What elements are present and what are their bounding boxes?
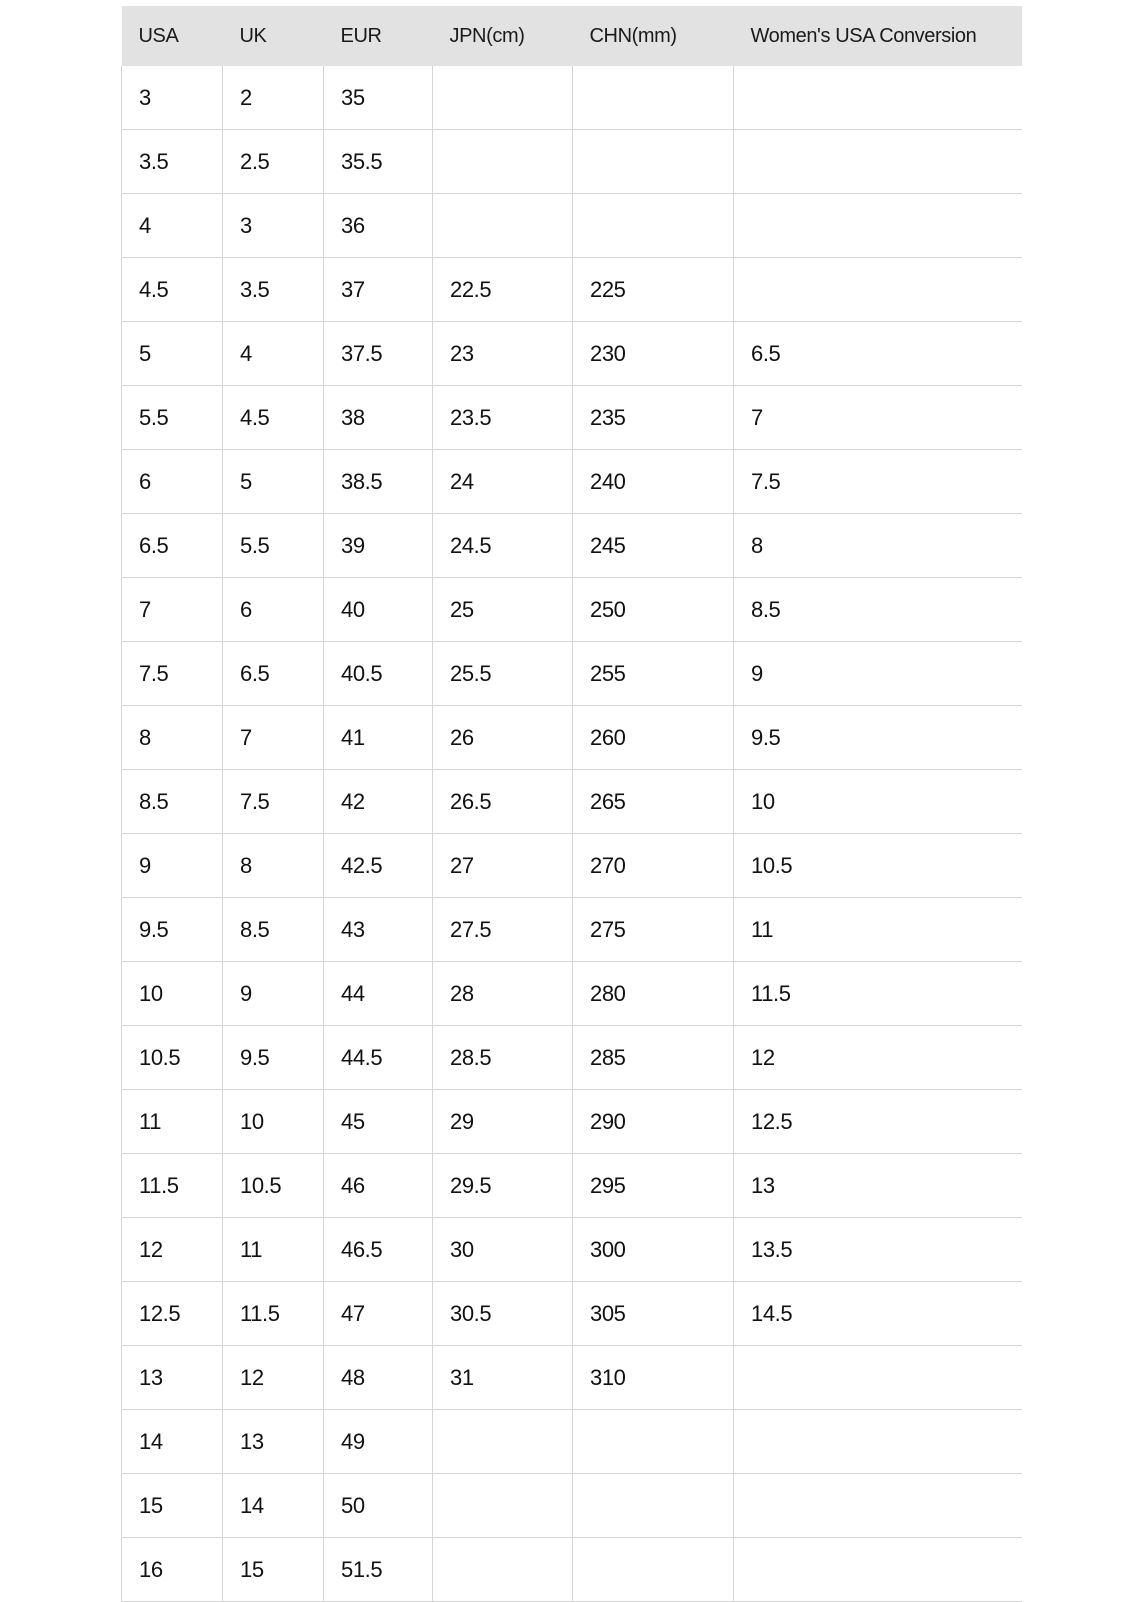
table-row [122, 1538, 1022, 1602]
usa-size-cell: 13 [122, 1346, 223, 1410]
chn-size-cell [573, 1538, 734, 1602]
eur-column-header: EUR [324, 6, 433, 66]
chn-size-cell: 295 [573, 1154, 734, 1218]
usa-size-cell: 9 [122, 834, 223, 898]
size-conversion-table [121, 6, 1022, 1602]
eur-size-cell: 43 [324, 898, 433, 962]
usa-size-cell: 8.5 [122, 770, 223, 834]
jpn-size-cell [433, 66, 573, 130]
usa-size-cell: 11.5 [122, 1154, 223, 1218]
jpn-size-cell: 27.5 [433, 898, 573, 962]
eur-size-cell: 51.5 [324, 1538, 433, 1602]
uk-size-cell: 10.5 [223, 1154, 324, 1218]
usa-size-cell: 16 [122, 1538, 223, 1602]
uk-column-header: UK [223, 6, 324, 66]
eur-size-cell: 45 [324, 1090, 433, 1154]
chn-size-cell: 305 [573, 1282, 734, 1346]
eur-size-cell: 38 [324, 386, 433, 450]
jpn-size-cell: 29 [433, 1090, 573, 1154]
chn-size-cell: 255 [573, 642, 734, 706]
chn-size-cell: 250 [573, 578, 734, 642]
jpn-size-cell [433, 1410, 573, 1474]
usa-size-cell: 4.5 [122, 258, 223, 322]
usa-size-cell: 4 [122, 194, 223, 258]
usa-size-cell: 3.5 [122, 130, 223, 194]
chn-size-cell: 225 [573, 258, 734, 322]
jpn-size-cell: 30 [433, 1218, 573, 1282]
table-row [122, 1090, 1022, 1154]
uk-size-cell: 15 [223, 1538, 324, 1602]
chn-size-cell: 270 [573, 834, 734, 898]
chn-column-header: CHN(mm) [573, 6, 734, 66]
womens-usa-size-cell [734, 1538, 1022, 1602]
womens-usa-size-cell: 9 [734, 642, 1022, 706]
eur-size-cell: 44 [324, 962, 433, 1026]
eur-size-cell: 37.5 [324, 322, 433, 386]
uk-size-cell: 9.5 [223, 1026, 324, 1090]
jpn-size-cell: 31 [433, 1346, 573, 1410]
table-row [122, 514, 1022, 578]
uk-size-cell: 8.5 [223, 898, 324, 962]
chn-size-cell: 300 [573, 1218, 734, 1282]
womens-usa-size-cell: 9.5 [734, 706, 1022, 770]
eur-size-cell: 39 [324, 514, 433, 578]
table-row [122, 1410, 1022, 1474]
table-row [122, 1154, 1022, 1218]
womens-usa-size-cell: 13 [734, 1154, 1022, 1218]
chn-size-cell: 230 [573, 322, 734, 386]
table-row [122, 386, 1022, 450]
womens-usa-size-cell [734, 258, 1022, 322]
usa-size-cell: 14 [122, 1410, 223, 1474]
jpn-size-cell: 22.5 [433, 258, 573, 322]
eur-size-cell: 40.5 [324, 642, 433, 706]
womens-usa-size-cell: 11.5 [734, 962, 1022, 1026]
usa-size-cell: 12 [122, 1218, 223, 1282]
jpn-size-cell: 29.5 [433, 1154, 573, 1218]
uk-size-cell: 10 [223, 1090, 324, 1154]
chn-size-cell [573, 1410, 734, 1474]
chn-size-cell: 290 [573, 1090, 734, 1154]
usa-size-cell: 5.5 [122, 386, 223, 450]
usa-size-cell: 10 [122, 962, 223, 1026]
womens-usa-size-cell: 10.5 [734, 834, 1022, 898]
jpn-column-header: JPN(cm) [433, 6, 573, 66]
table-row [122, 1282, 1022, 1346]
uk-size-cell: 14 [223, 1474, 324, 1538]
chn-size-cell: 240 [573, 450, 734, 514]
table-row [122, 642, 1022, 706]
womens-usa-size-cell: 11 [734, 898, 1022, 962]
chn-size-cell: 285 [573, 1026, 734, 1090]
eur-size-cell: 42.5 [324, 834, 433, 898]
table-row [122, 1218, 1022, 1282]
table-row [122, 66, 1022, 130]
jpn-size-cell [433, 130, 573, 194]
eur-size-cell: 47 [324, 1282, 433, 1346]
uk-size-cell: 12 [223, 1346, 324, 1410]
eur-size-cell: 37 [324, 258, 433, 322]
chn-size-cell [573, 194, 734, 258]
jpn-size-cell: 24 [433, 450, 573, 514]
uk-size-cell: 3 [223, 194, 324, 258]
uk-size-cell: 7.5 [223, 770, 324, 834]
table-row [122, 834, 1022, 898]
jpn-size-cell: 26 [433, 706, 573, 770]
uk-size-cell: 11 [223, 1218, 324, 1282]
usa-size-cell: 12.5 [122, 1282, 223, 1346]
womens-usa-size-cell [734, 194, 1022, 258]
usa-column-header: USA [122, 6, 223, 66]
womens-usa-column-header: Women's USA Conversion [734, 6, 1022, 66]
jpn-size-cell: 24.5 [433, 514, 573, 578]
table-row [122, 706, 1022, 770]
jpn-size-cell [433, 1474, 573, 1538]
chn-size-cell: 265 [573, 770, 734, 834]
jpn-size-cell: 25 [433, 578, 573, 642]
womens-usa-size-cell: 8.5 [734, 578, 1022, 642]
womens-usa-size-cell: 6.5 [734, 322, 1022, 386]
chn-size-cell: 235 [573, 386, 734, 450]
table-row [122, 194, 1022, 258]
jpn-size-cell: 26.5 [433, 770, 573, 834]
uk-size-cell: 13 [223, 1410, 324, 1474]
jpn-size-cell [433, 194, 573, 258]
eur-size-cell: 42 [324, 770, 433, 834]
chn-size-cell [573, 66, 734, 130]
jpn-size-cell [433, 1538, 573, 1602]
eur-size-cell: 40 [324, 578, 433, 642]
womens-usa-size-cell: 7.5 [734, 450, 1022, 514]
table-row [122, 578, 1022, 642]
womens-usa-size-cell: 12 [734, 1026, 1022, 1090]
table-row [122, 130, 1022, 194]
usa-size-cell: 9.5 [122, 898, 223, 962]
usa-size-cell: 5 [122, 322, 223, 386]
womens-usa-size-cell: 8 [734, 514, 1022, 578]
womens-usa-size-cell [734, 130, 1022, 194]
uk-size-cell: 4 [223, 322, 324, 386]
table-row [122, 898, 1022, 962]
jpn-size-cell: 30.5 [433, 1282, 573, 1346]
usa-size-cell: 15 [122, 1474, 223, 1538]
eur-size-cell: 35.5 [324, 130, 433, 194]
uk-size-cell: 2.5 [223, 130, 324, 194]
uk-size-cell: 7 [223, 706, 324, 770]
womens-usa-size-cell: 10 [734, 770, 1022, 834]
uk-size-cell: 6.5 [223, 642, 324, 706]
jpn-size-cell: 27 [433, 834, 573, 898]
table-header-row [122, 6, 1022, 66]
womens-usa-size-cell [734, 1410, 1022, 1474]
usa-size-cell: 6 [122, 450, 223, 514]
usa-size-cell: 11 [122, 1090, 223, 1154]
womens-usa-size-cell [734, 1346, 1022, 1410]
table-body [122, 66, 1022, 1602]
size-chart [121, 6, 1021, 1602]
usa-size-cell: 3 [122, 66, 223, 130]
eur-size-cell: 35 [324, 66, 433, 130]
eur-size-cell: 49 [324, 1410, 433, 1474]
womens-usa-size-cell: 14.5 [734, 1282, 1022, 1346]
jpn-size-cell: 28 [433, 962, 573, 1026]
chn-size-cell: 275 [573, 898, 734, 962]
jpn-size-cell: 23.5 [433, 386, 573, 450]
chn-size-cell [573, 1474, 734, 1538]
eur-size-cell: 36 [324, 194, 433, 258]
uk-size-cell: 5.5 [223, 514, 324, 578]
usa-size-cell: 10.5 [122, 1026, 223, 1090]
eur-size-cell: 48 [324, 1346, 433, 1410]
chn-size-cell: 280 [573, 962, 734, 1026]
eur-size-cell: 46 [324, 1154, 433, 1218]
table-row [122, 770, 1022, 834]
uk-size-cell: 5 [223, 450, 324, 514]
eur-size-cell: 46.5 [324, 1218, 433, 1282]
uk-size-cell: 3.5 [223, 258, 324, 322]
womens-usa-size-cell [734, 66, 1022, 130]
table-row [122, 962, 1022, 1026]
usa-size-cell: 7 [122, 578, 223, 642]
eur-size-cell: 50 [324, 1474, 433, 1538]
eur-size-cell: 38.5 [324, 450, 433, 514]
table-row [122, 258, 1022, 322]
chn-size-cell: 245 [573, 514, 734, 578]
jpn-size-cell: 23 [433, 322, 573, 386]
uk-size-cell: 11.5 [223, 1282, 324, 1346]
uk-size-cell: 6 [223, 578, 324, 642]
chn-size-cell: 260 [573, 706, 734, 770]
uk-size-cell: 2 [223, 66, 324, 130]
usa-size-cell: 6.5 [122, 514, 223, 578]
jpn-size-cell: 28.5 [433, 1026, 573, 1090]
womens-usa-size-cell: 13.5 [734, 1218, 1022, 1282]
table-row [122, 1026, 1022, 1090]
table-row [122, 450, 1022, 514]
eur-size-cell: 44.5 [324, 1026, 433, 1090]
uk-size-cell: 9 [223, 962, 324, 1026]
table-row [122, 1346, 1022, 1410]
chn-size-cell [573, 130, 734, 194]
uk-size-cell: 8 [223, 834, 324, 898]
womens-usa-size-cell: 12.5 [734, 1090, 1022, 1154]
womens-usa-size-cell: 7 [734, 386, 1022, 450]
jpn-size-cell: 25.5 [433, 642, 573, 706]
usa-size-cell: 8 [122, 706, 223, 770]
table-row [122, 1474, 1022, 1538]
chn-size-cell: 310 [573, 1346, 734, 1410]
womens-usa-size-cell [734, 1474, 1022, 1538]
eur-size-cell: 41 [324, 706, 433, 770]
usa-size-cell: 7.5 [122, 642, 223, 706]
table-row [122, 322, 1022, 386]
uk-size-cell: 4.5 [223, 386, 324, 450]
